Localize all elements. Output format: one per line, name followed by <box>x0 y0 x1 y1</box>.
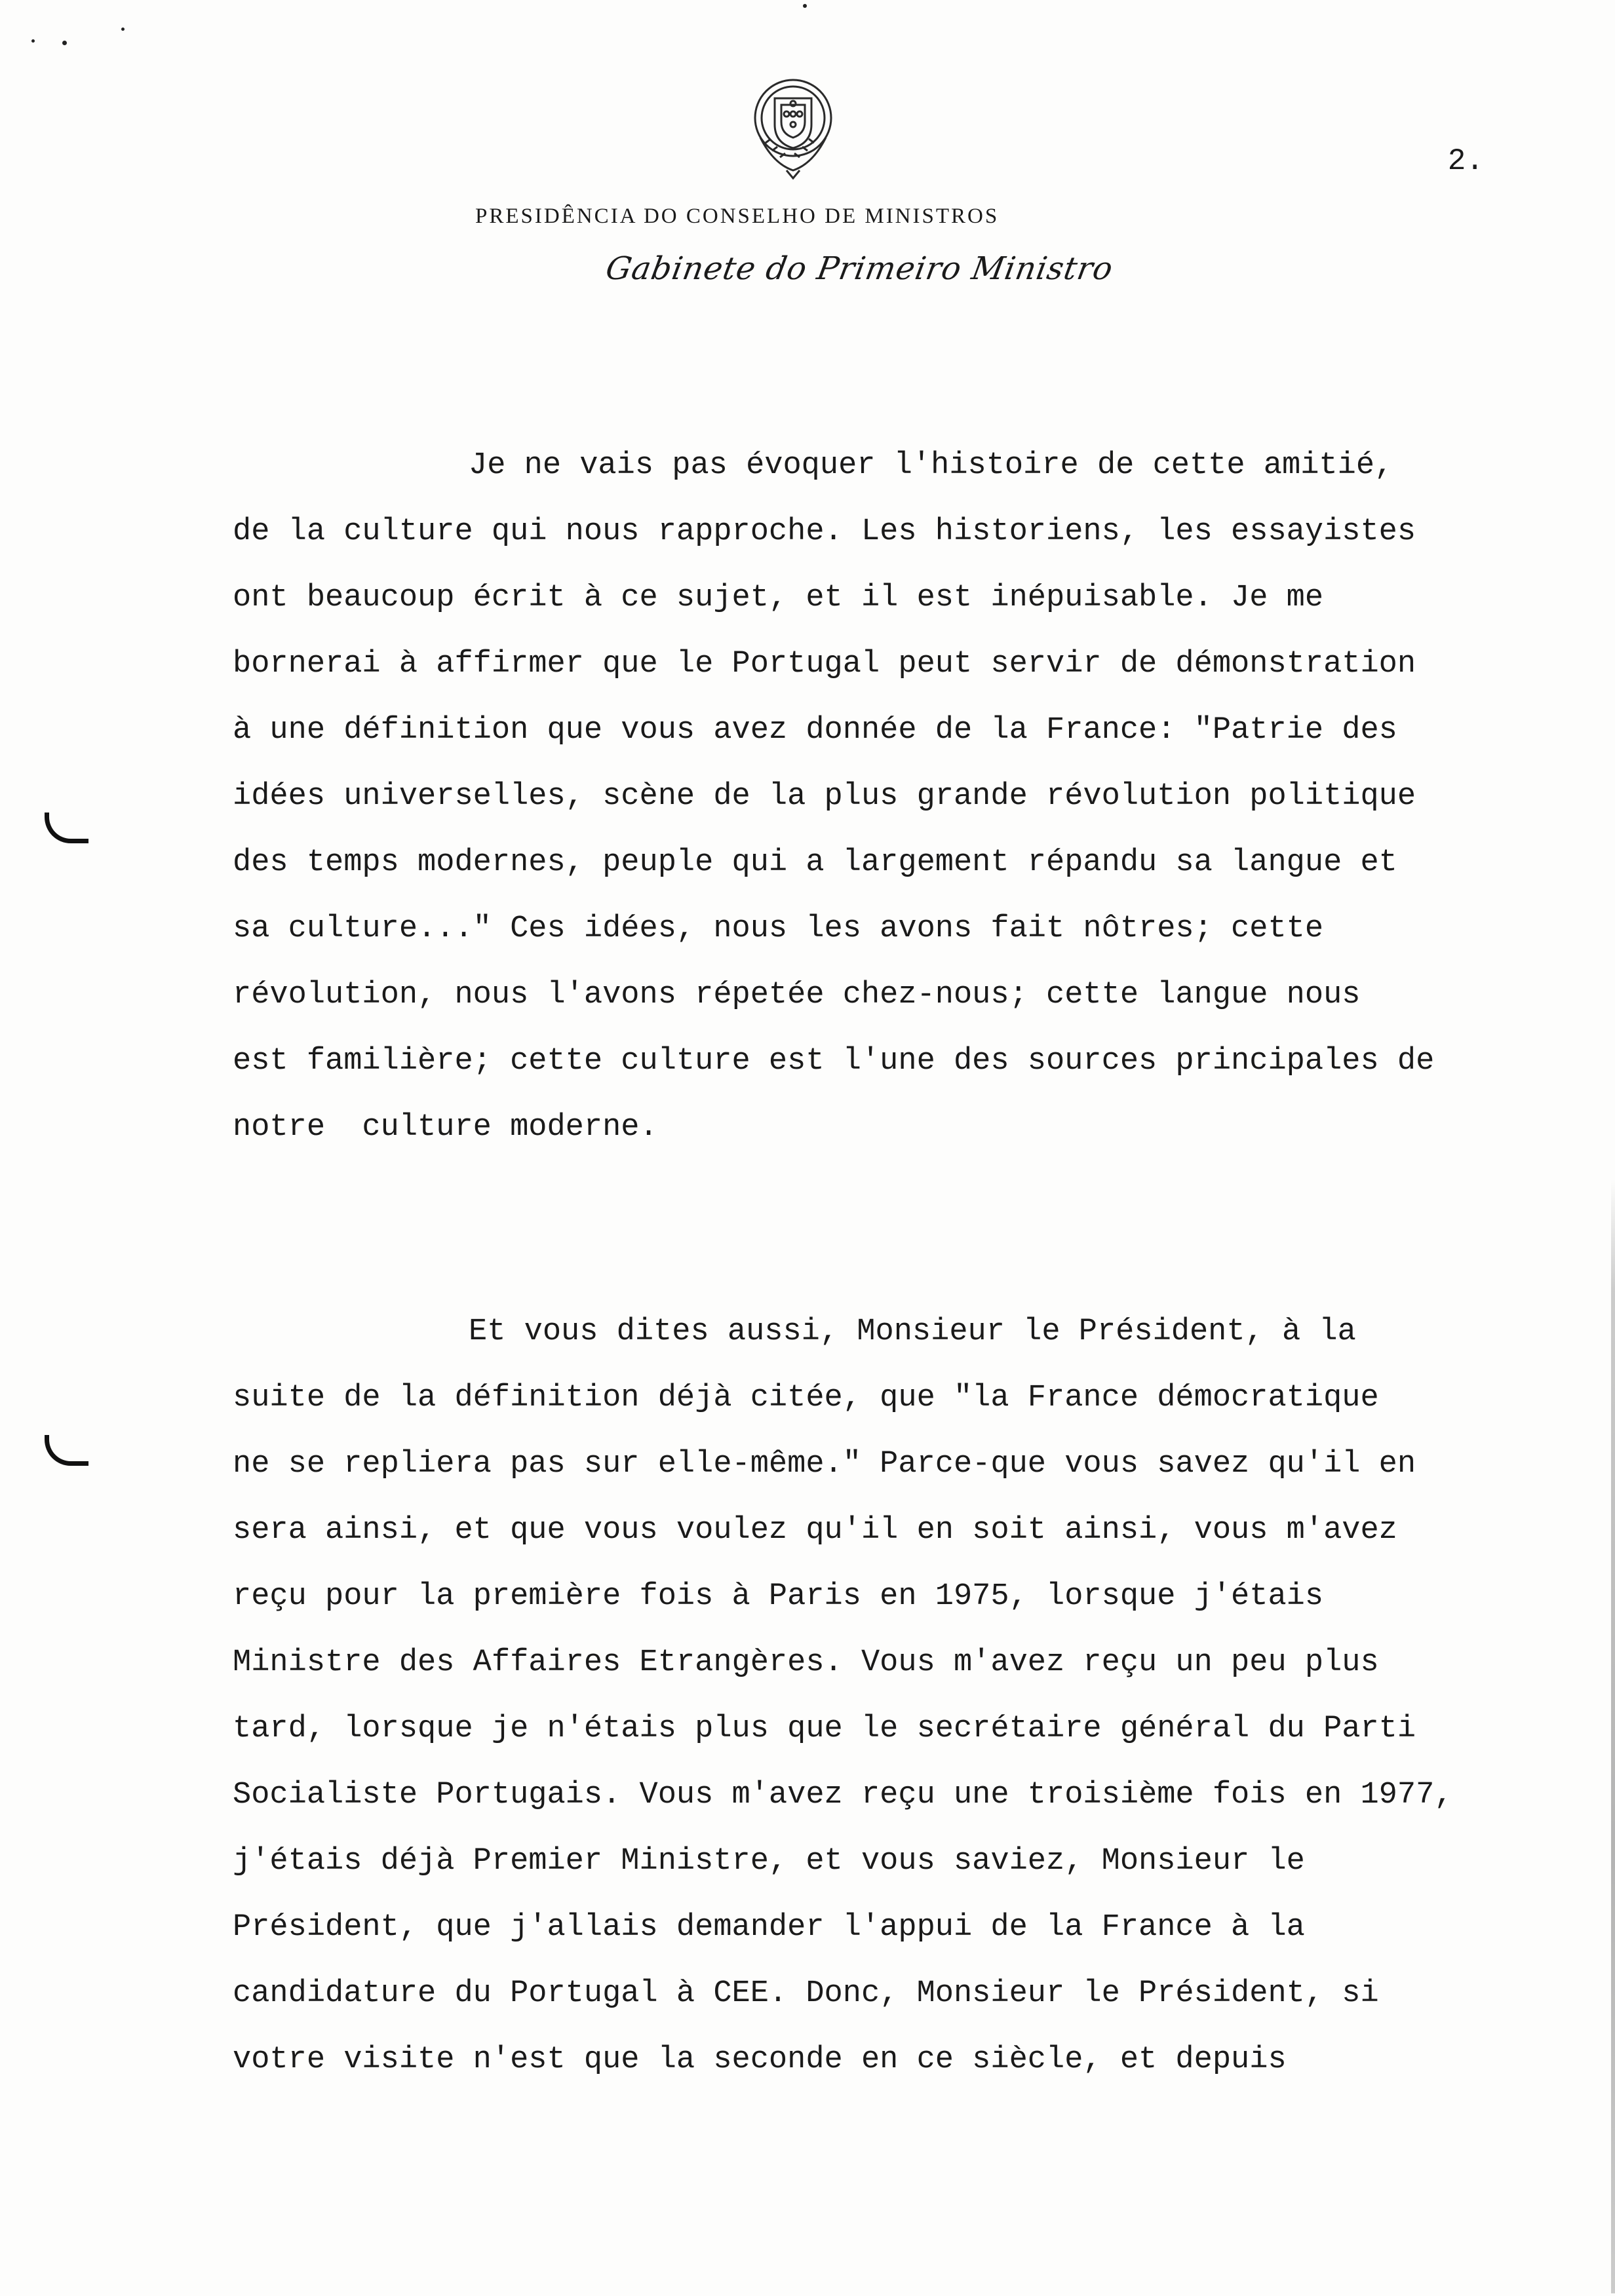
margin-mark <box>45 813 88 843</box>
paragraph-1 <box>233 432 1517 1160</box>
text-line: de la culture qui nous rapproche. Les historiens, les essayistes <box>233 514 1416 549</box>
text-line: Et vous dites aussi, Monsieur le Président, à la <box>469 1314 1356 1349</box>
text-line: ont beaucoup écrit à ce sujet, et il est inépuisable. Je me <box>233 581 1324 615</box>
text-line: idées universelles, scène de la plus grande révolution politique <box>233 779 1416 814</box>
institution-heading: PRESIDÊNCIA DO CONSELHO DE MINISTROS <box>475 204 1000 228</box>
text-line: sa culture..." Ces idées, nous les avons fait nôtres; cette <box>233 911 1324 946</box>
paragraph-2 <box>233 1299 1517 2093</box>
text-line: tard, lorsque je n'étais plus que le secrétaire général du Parti <box>233 1712 1416 1746</box>
text-line: j'étais déjà Premier Ministre, et vous saviez, Monsieur le <box>233 1844 1305 1879</box>
margin-mark <box>45 1435 88 1466</box>
text-line: Socialiste Portugais. Vous m'avez reçu une troisième fois en 1977, <box>233 1778 1453 1812</box>
page-number: 2. <box>1447 144 1484 178</box>
text-line: des temps modernes, peuple qui a largement répandu sa langue et <box>233 845 1397 880</box>
text-line: Je ne vais pas évoquer l'histoire de cette amitié, <box>469 448 1393 483</box>
text-line: sera ainsi, et que vous voulez qu'il en soit ainsi, vous m'avez <box>233 1513 1397 1548</box>
text-line: Ministre des Affaires Etrangères. Vous m'avez reçu un peu plus <box>233 1645 1379 1680</box>
scan-speck <box>31 39 35 43</box>
scan-speck <box>803 4 807 8</box>
text-line: votre visite n'est que la seconde en ce siècle, et depuis <box>233 2042 1287 2077</box>
scan-speck <box>121 28 125 31</box>
scan-speck <box>62 41 67 45</box>
text-line: Président, que j'allais demander l'appui de la France à la <box>233 1910 1305 1945</box>
text-line: à une définition que vous avez donnée de la France: "Patrie des <box>233 713 1397 748</box>
text-line: reçu pour la première fois à Paris en 1975, lorsque j'étais <box>233 1579 1324 1614</box>
text-line: suite de la définition déjà citée, que "la France démocratique <box>233 1381 1379 1415</box>
text-line: ne se repliera pas sur elle-même." Parce-que vous savez qu'il en <box>233 1447 1416 1482</box>
text-line: révolution, nous l'avons répetée chez-nous; cette langue nous <box>233 978 1361 1012</box>
text-line: notre culture moderne. <box>233 1110 658 1145</box>
office-subheading: Gabinete do Primeiro Ministro <box>603 250 1116 287</box>
text-line: est familière; cette culture est l'une des sources principales de <box>233 1044 1435 1079</box>
scan-edge-shadow <box>1611 1179 1615 2293</box>
text-line: bornerai à affirmer que le Portugal peut servir de démonstration <box>233 647 1416 681</box>
coat-of-arms-icon <box>734 66 852 183</box>
text-line: candidature du Portugal à CEE. Donc, Monsieur le Président, si <box>233 1976 1379 2011</box>
